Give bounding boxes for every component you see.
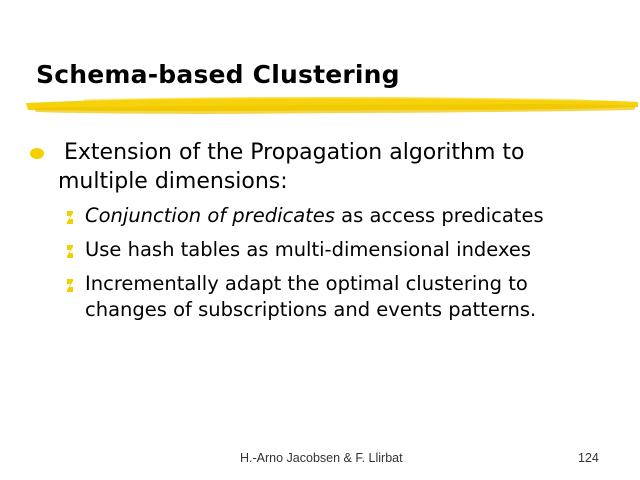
z-bullet-icon [66, 244, 74, 259]
z-bullet-icon [66, 210, 74, 225]
sub-bullet-item [66, 237, 626, 271]
sub-bullet-text: Use hash tables as multi-dimensional indexes [85, 238, 532, 261]
sub-bullet-text: as access predicates [334, 204, 544, 227]
sub-bullet-line-2: changes of subscriptions and events patterns. [85, 298, 537, 321]
footer-author: H.-Arno Jacobsen & F. Llirbat [240, 451, 403, 465]
title-underline-brushstroke [24, 94, 640, 116]
main-bullet-line-1: Extension of the Propagation algorithm to [64, 140, 525, 165]
z-bullet-icon [66, 278, 74, 293]
main-bullet-line-2: multiple dimensions: [58, 169, 288, 194]
slide-title: Schema-based Clustering [36, 60, 400, 89]
bullet-dot-icon [30, 148, 44, 159]
page-number: 124 [578, 451, 599, 465]
sub-bullet-item [66, 271, 626, 323]
sub-bullet-item [66, 203, 626, 237]
main-bullet [58, 138, 618, 196]
sub-bullet-italic-text: Conjunction of predicates [85, 204, 335, 227]
sub-bullet-line-1: Incrementally adapt the optimal clustering to [85, 272, 528, 295]
sub-bullet-list [66, 203, 626, 323]
